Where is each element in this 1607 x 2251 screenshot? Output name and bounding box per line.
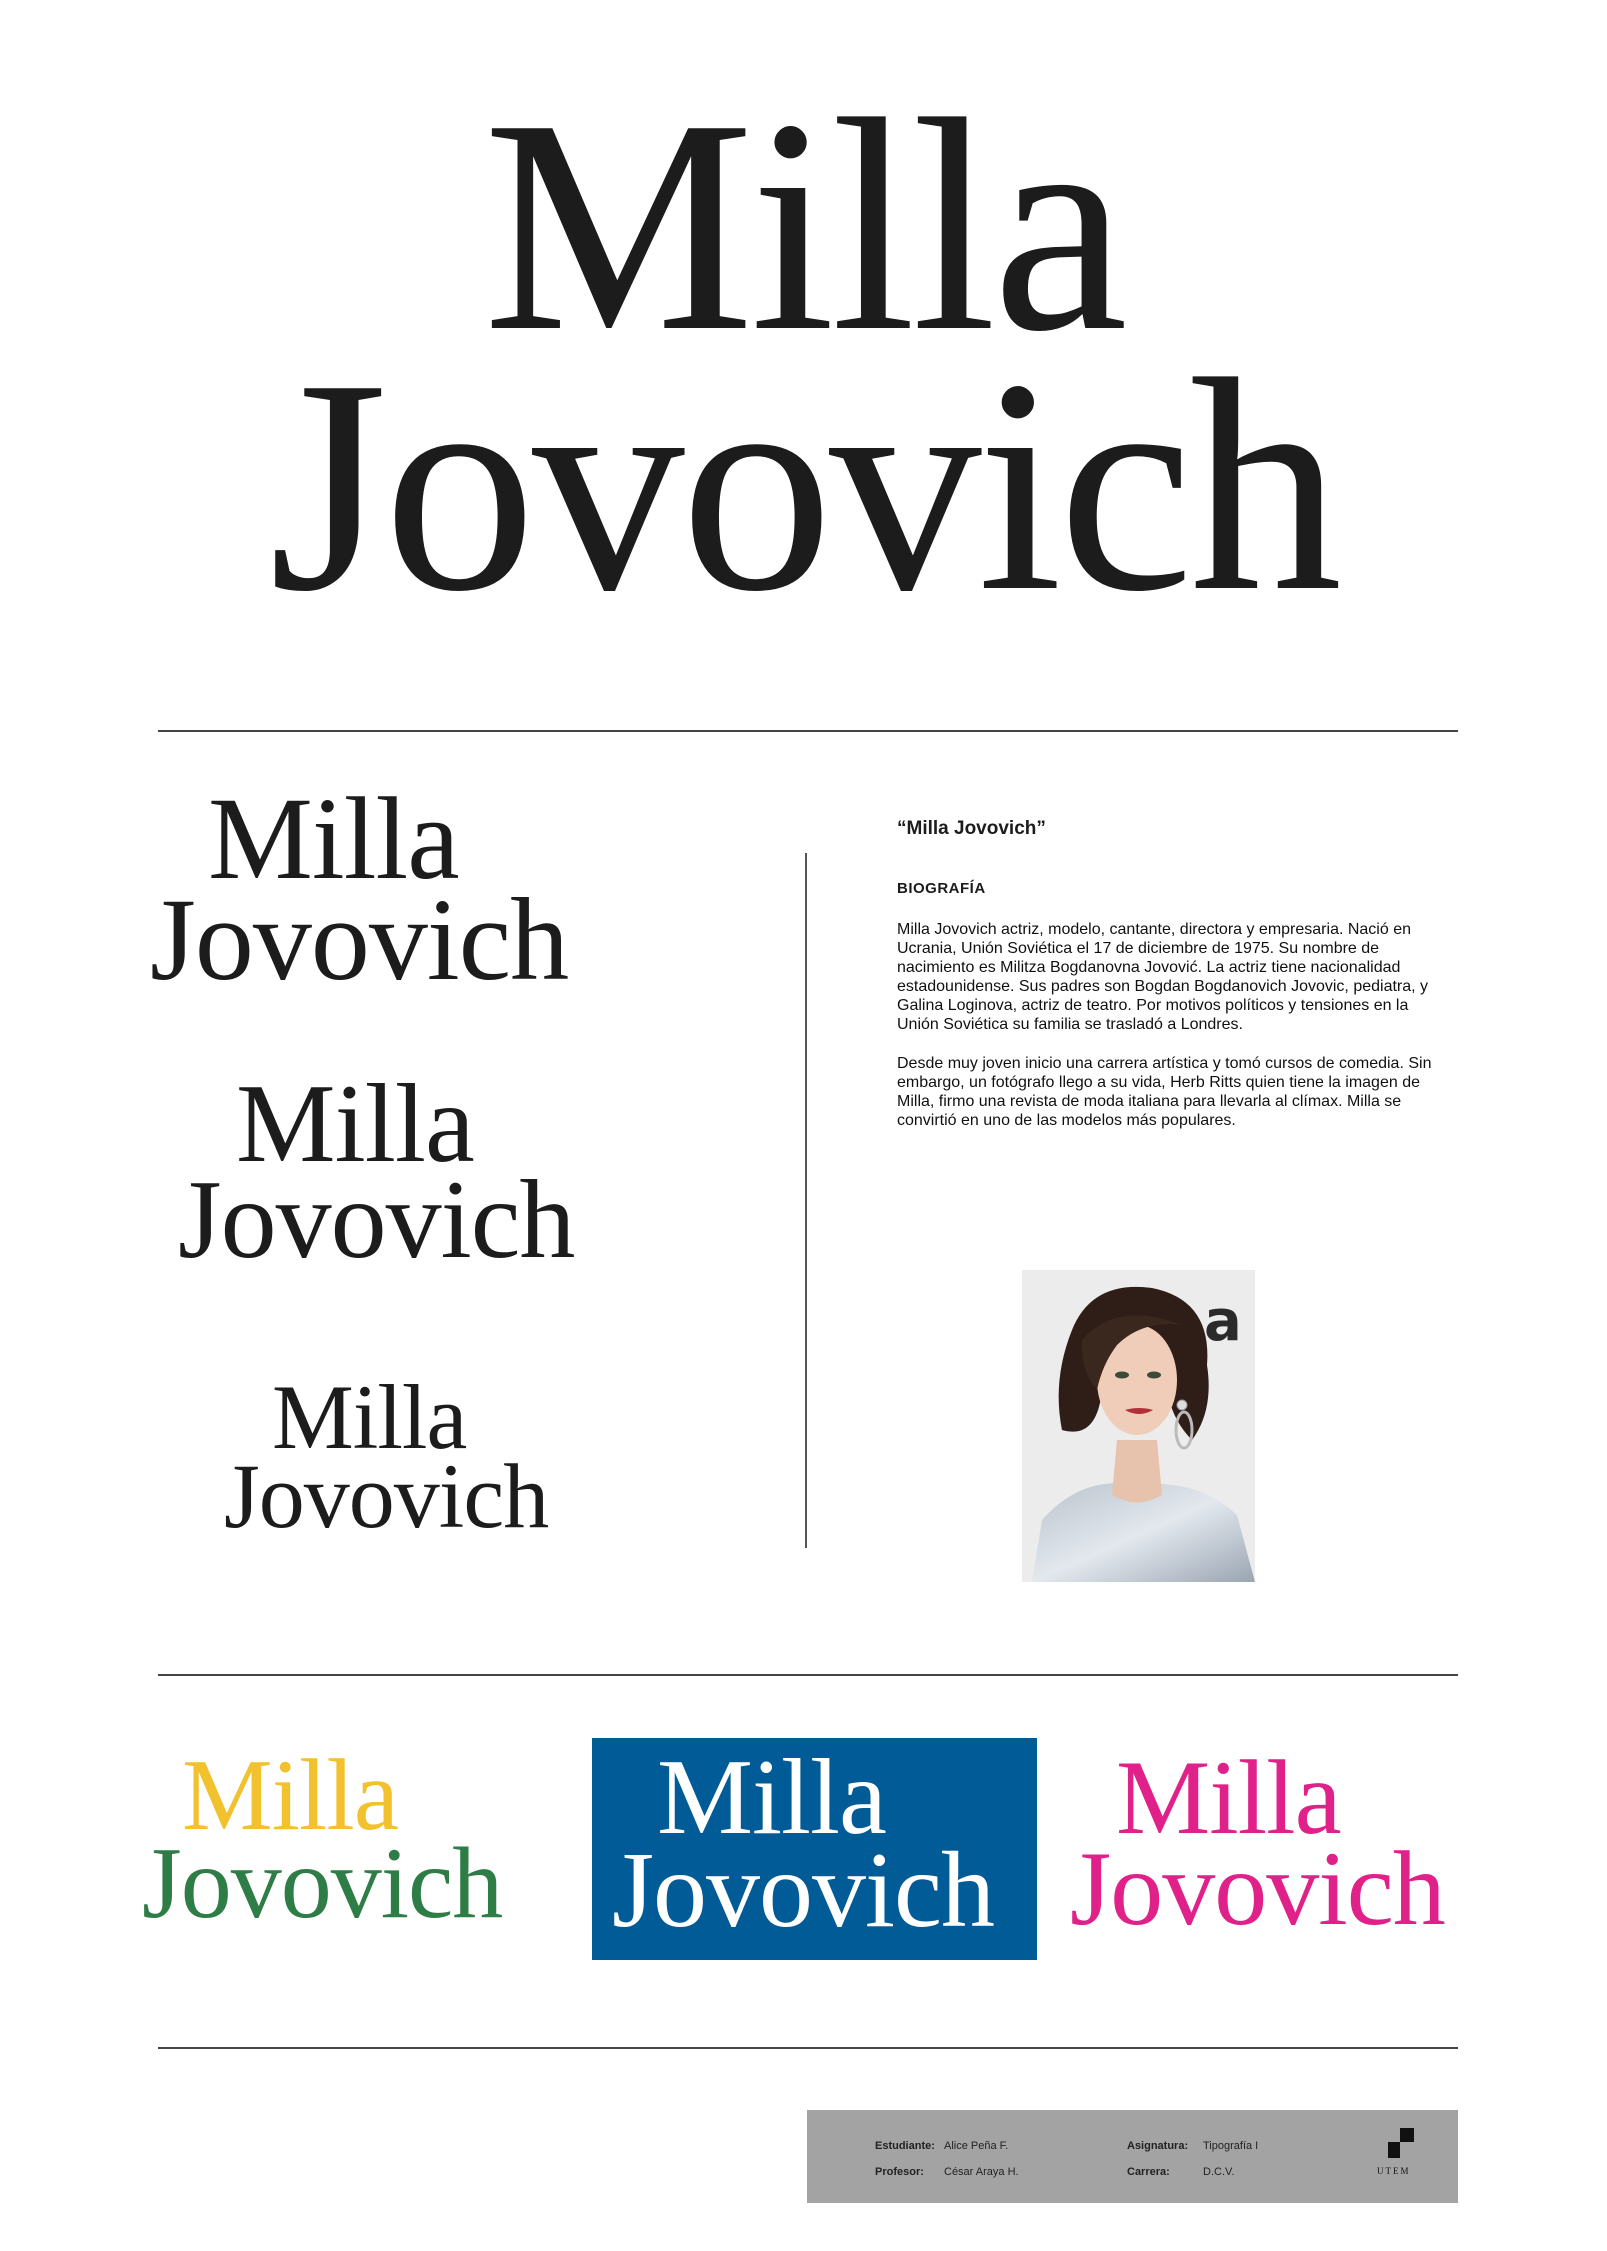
logo-blue-line1: Milla	[657, 1738, 886, 1857]
utem-logo-text: UTEM	[1377, 2166, 1411, 2176]
professor-name: César Araya H.	[944, 2166, 1019, 2178]
logo-variant-2-line1: Milla	[236, 1062, 474, 1186]
subject-value: Tipografía I	[1203, 2140, 1259, 2152]
divider-bottom	[158, 2047, 1458, 2049]
career-label: Carrera:	[1127, 2166, 1170, 2178]
logo-blue	[612, 1738, 994, 1950]
logo-variant-2	[178, 1062, 575, 1283]
student-label: Estudiante:	[875, 2140, 935, 2152]
divider-top	[158, 730, 1458, 732]
logo-multicolor-line2: Jovovich	[142, 1826, 503, 1940]
logo-variant-3	[224, 1366, 549, 1548]
divider-middle	[158, 1674, 1458, 1676]
vertical-divider	[805, 853, 807, 1548]
bio-paragraph-2: Desde muy joven inicio una carrera artística y tomó cursos de comedia. Sin embargo, un fotógrafo llego a su vida, Herb Ritts quien tiene la imagen de Milla, firmo una revista de moda italiana para llevarla al clímax. Milla se convirtió en uno de las modelos más populares.	[897, 1055, 1432, 1129]
logo-variant-3-line1: Milla	[272, 1366, 467, 1468]
logo-pink	[1070, 1739, 1445, 1948]
logo-variant-2-line2: Jovovich	[178, 1158, 575, 1283]
portrait-photo	[1022, 1270, 1255, 1582]
student-name: Alice Peña F.	[944, 2140, 1009, 2152]
hero-title-line2: Jovovich	[268, 316, 1339, 654]
bio-heading: BIOGRAFÍA	[897, 880, 986, 897]
professor-label: Profesor:	[875, 2166, 924, 2178]
footer-info-box	[807, 2110, 1458, 2203]
logo-variant-1-line1: Milla	[208, 773, 459, 904]
utem-logo-icon	[1380, 2128, 1414, 2158]
logo-variant-3-line2: Jovovich	[224, 1445, 549, 1548]
logo-variant-1	[150, 773, 569, 1006]
hero-title-line1: Milla	[483, 56, 1124, 394]
logo-variant-1-line2: Jovovich	[150, 874, 569, 1006]
bio-paragraph-1: Milla Jovovich actriz, modelo, cantante, directora y empresaria. Nació en Ucrania, Unión Soviética el 17 de diciembre de 1975. Su nombre de nacimiento es Militza Bogdanovna Jovović. La actriz tiene nacionalidad estadounidense. Sus padres son Bogdan Bogdanovich Jovovic, pediatra, y Galina Loginova, actriz de teatro. Por motivos políticos y tensiones en la Unión Soviética su familia se trasladó a Londres.	[897, 921, 1429, 1033]
career-value: D.C.V.	[1203, 2166, 1235, 2178]
portrait-illustration	[1022, 1270, 1255, 1582]
bio-title: “Milla Jovovich”	[897, 818, 1046, 839]
logo-pink-line2: Jovovich	[1070, 1830, 1445, 1948]
svg-text:a: a	[1204, 1289, 1242, 1354]
subject-label: Asignatura:	[1127, 2140, 1189, 2152]
logo-blue-line2: Jovovich	[612, 1830, 994, 1950]
logo-pink-line1: Milla	[1116, 1739, 1341, 1856]
logo-multicolor	[142, 1739, 503, 1940]
bio-text	[897, 920, 1437, 1150]
logo-multicolor-line1-text: Milla	[182, 1739, 398, 1852]
